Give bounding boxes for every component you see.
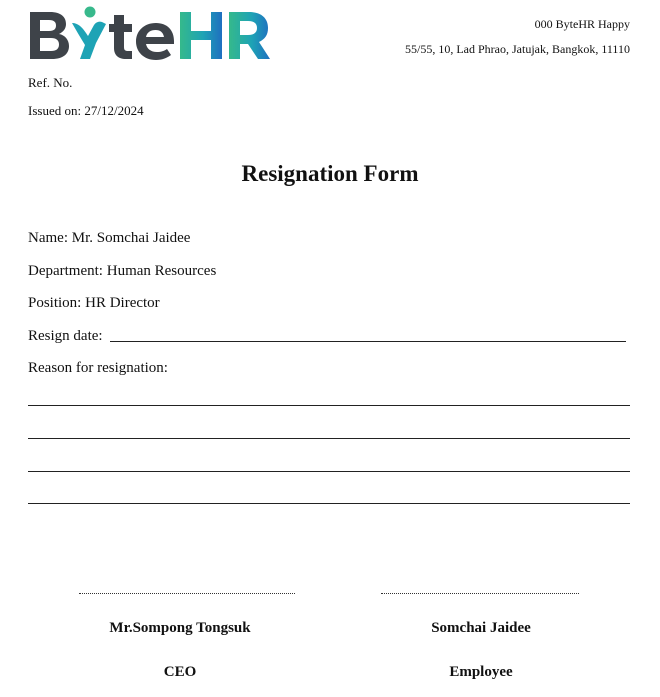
- reason-label: Reason for resignation:: [28, 360, 168, 376]
- logo-person-body: [72, 22, 106, 59]
- name-value: Mr. Somchai Jaidee: [71, 230, 191, 246]
- issued-date: 27/12/2024: [84, 103, 144, 118]
- company-name: 000 ByteHR Happy: [534, 17, 630, 31]
- name-field: [28, 228, 190, 248]
- employee-signature-line: [381, 593, 579, 594]
- employee-title: Employee: [449, 664, 513, 680]
- logo-letter-h: [180, 12, 222, 59]
- employee-name: Somchai Jaidee: [431, 620, 531, 636]
- resign-date-blank-line: [110, 341, 626, 342]
- reason-blank-line: [28, 471, 630, 472]
- reason-blank-line: [28, 438, 630, 439]
- resign-date-field: [28, 326, 103, 346]
- resign-date-label: Resign date:: [28, 328, 103, 344]
- logo-letter-t: [109, 15, 132, 59]
- reason-field: [28, 358, 168, 378]
- position-label: Position:: [28, 295, 82, 311]
- position-field: [28, 293, 160, 313]
- ceo-signature-line: [79, 593, 295, 594]
- ceo-name: Mr.Sompong Tongsuk: [109, 620, 251, 636]
- ceo-title: CEO: [163, 664, 197, 680]
- logo-letter-b: [30, 12, 69, 59]
- department-label: Department:: [28, 263, 103, 279]
- bytehr-logo: [28, 3, 278, 61]
- issued-on: [28, 103, 144, 119]
- issued-label: Issued on:: [28, 103, 82, 118]
- ref-label: Ref. No.: [28, 75, 73, 90]
- reason-blank-line: [28, 503, 630, 504]
- logo-letter-e: [136, 23, 174, 60]
- logo-letter-r: [229, 12, 270, 59]
- department-field: [28, 261, 216, 281]
- name-label: Name:: [28, 230, 68, 246]
- ref-number: [28, 75, 72, 91]
- department-value: Human Resources: [106, 263, 217, 279]
- company-address: 55/55, 10, Lad Phrao, Jatujak, Bangkok, 11110: [405, 42, 630, 56]
- reason-blank-line: [28, 405, 630, 406]
- document-title: Resignation Form: [241, 161, 419, 186]
- logo-person-head: [85, 7, 96, 18]
- position-value: HR Director: [85, 295, 160, 311]
